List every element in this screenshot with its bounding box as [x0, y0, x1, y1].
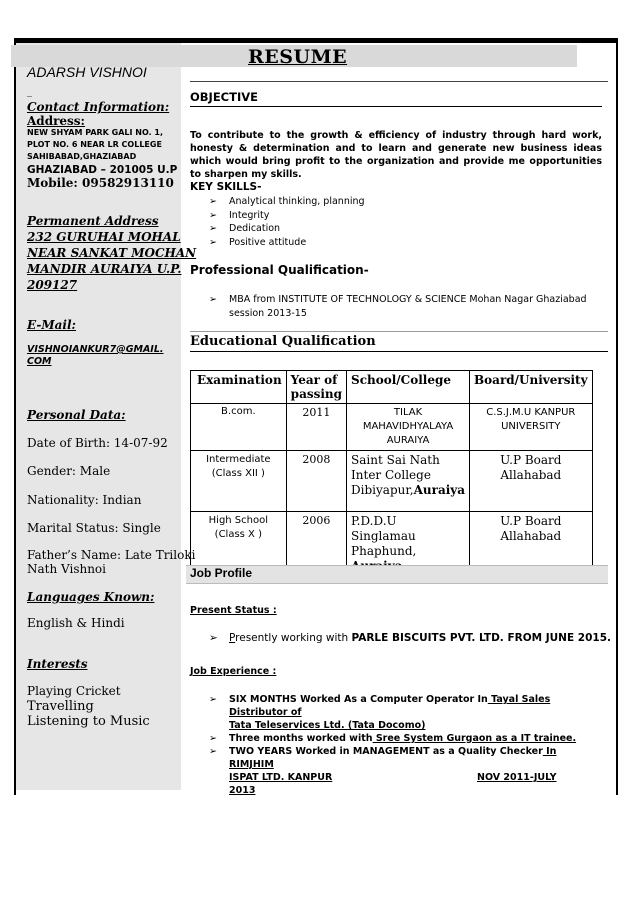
interest-item: Listening to Music	[27, 714, 150, 729]
interests-label: Interests	[27, 657, 88, 671]
address-line: SAHIBABAD,GHAZIABAD	[27, 152, 137, 161]
table-header-row	[191, 371, 593, 404]
nationality: Nationality: Indian	[27, 493, 142, 507]
professional-item: ➢ MBA from INSTITUTE OF TECHNOLOGY & SCIENCE Mohan Nagar Ghaziabad session 2013-15	[209, 294, 587, 319]
marital-status: Marital Status: Single	[27, 521, 161, 535]
skill-item: ➢ Dedication	[209, 223, 281, 234]
arrow-bullet-icon: ➢	[209, 733, 217, 744]
header-year: Year of passing	[286, 371, 346, 404]
personal-data-label: Personal Data:	[27, 408, 126, 422]
permanent-line: NEAR SANKAT MOCHAN	[27, 246, 197, 260]
top-rule	[190, 81, 608, 82]
key-skills-heading: KEY SKILLS-	[190, 181, 262, 193]
cell-exam: B.com.	[191, 404, 287, 451]
present-status-label: Present Status :	[190, 605, 277, 616]
objective-heading: OBJECTIVE	[190, 90, 258, 104]
education-top-rule	[190, 331, 608, 332]
cell-school: TILAK MAHAVIDHYALAYA AURAIYA	[347, 404, 470, 451]
permanent-address-label: Permanent Address	[27, 214, 159, 228]
experience-item: ➢ SIX MONTHS Worked As a Computer Operator In Tayal Sales Distributor of Tata Teleservices Ltd. (Tata Docomo)	[209, 694, 551, 731]
address-block	[27, 127, 163, 163]
arrow-bullet-icon: ➢	[209, 632, 218, 644]
address-label: Address:	[27, 114, 85, 128]
cell-school: Saint Sai Nath Inter College Dibiyapur,Auraiya	[347, 451, 470, 512]
key-skills-list	[209, 195, 365, 249]
arrow-bullet-icon: ➢	[209, 196, 217, 207]
father-line: Nath Vishnoi	[27, 562, 106, 576]
table-row	[191, 404, 593, 451]
education-table	[190, 370, 593, 577]
arrow-bullet-icon: ➢	[209, 294, 217, 305]
address-city: GHAZIABAD – 201005 U.P	[27, 164, 178, 176]
permanent-address	[27, 229, 196, 293]
professional-heading: Professional Qualification-	[190, 263, 369, 277]
gender: Gender: Male	[27, 464, 111, 478]
cell-exam: Intermediate (Class XII )	[191, 451, 287, 512]
objective-text: To contribute to the growth & efficiency of industry through hard work, honesty & determination and to learn and generate new business ideas which would bring profit to the organization and provide me opportunities to sharpen my skills.	[190, 130, 602, 180]
permanent-line: 232 GURUHAI MOHAL	[27, 230, 181, 244]
arrow-bullet-icon: ➢	[209, 223, 217, 234]
cell-board: U.P Board Allahabad	[470, 451, 593, 512]
job-experience-label: Job Experience :	[190, 666, 277, 677]
contact-label: Contact Information:	[27, 100, 170, 114]
objective-rule	[190, 106, 602, 107]
cell-board: C.S.J.M.U KANPUR UNIVERSITY	[470, 404, 593, 451]
cell-exam: High School (Class X )	[191, 512, 287, 577]
cell-board: U.P Board Allahabad	[470, 512, 593, 577]
arrow-bullet-icon: ➢	[209, 209, 217, 221]
arrow-bullet-icon: ➢	[209, 746, 217, 757]
skill-item: ➢ Positive attitude	[209, 236, 307, 248]
skill-item: ➢ Analytical thinking, planning	[209, 196, 365, 207]
table-row	[191, 451, 593, 512]
cell-year: 2006	[286, 512, 346, 577]
header-board: Board/University	[470, 371, 593, 404]
arrow-bullet-icon: ➢	[209, 236, 217, 248]
address-line: PLOT NO. 6 NEAR LR COLLEGE	[27, 140, 162, 149]
interest-item: Playing Cricket	[27, 684, 121, 698]
job-experience-list	[209, 693, 604, 797]
experience-item: ➢ Three months worked with Sree System Gurgaon as a IT trainee.	[209, 733, 577, 744]
cell-year: 2011	[286, 404, 346, 451]
date-of-birth: Date of Birth: 14-07-92	[27, 436, 168, 450]
languages-value: English & Hindi	[27, 616, 125, 630]
mobile-number: Mobile: 09582913110	[27, 176, 174, 190]
email-address[interactable]	[27, 344, 164, 368]
name-underscore: _	[27, 86, 32, 97]
skill-item: ➢ Integrity	[209, 209, 270, 221]
languages-label: Languages Known:	[27, 590, 155, 604]
candidate-name: ADARSH VISHNOI	[27, 64, 147, 80]
email-line: COM	[27, 356, 52, 367]
permanent-line: MANDIR AURAIYA U.P.	[27, 262, 182, 276]
father-line: Father’s Name: Late Triloki	[27, 548, 196, 562]
education-rule	[190, 351, 608, 352]
arrow-bullet-icon: ➢	[209, 694, 217, 705]
education-heading: Educational Qualification	[190, 334, 376, 349]
email-line: VISHNOIANKUR7@GMAIL.	[27, 344, 164, 355]
present-status: ➢ Presently working with PARLE BISCUITS PVT. LTD. FROM JUNE 2015.	[209, 632, 611, 644]
page-title: RESUME	[248, 46, 348, 68]
header-school: School/College	[347, 371, 470, 404]
job-profile-heading: Job Profile	[190, 566, 253, 580]
cell-year: 2008	[286, 451, 346, 512]
email-label: E-Mail:	[27, 318, 76, 332]
fathers-name	[27, 548, 195, 576]
permanent-line: 209127	[27, 278, 78, 292]
experience-item: ➢ TWO YEARS Worked in MANAGEMENT as a Quality Checker In RIMJHIM ISPAT LTD. KANPUR NOV 2011-JULY 2013	[209, 746, 557, 796]
interests-list	[27, 684, 150, 729]
address-line: NEW SHYAM PARK GALI NO. 1,	[27, 128, 164, 137]
header-examination: Examination	[191, 371, 287, 404]
cell-school: P.D.D.U Singlamau Phaphund,	[347, 512, 470, 577]
interest-item: Travelling	[27, 699, 94, 714]
